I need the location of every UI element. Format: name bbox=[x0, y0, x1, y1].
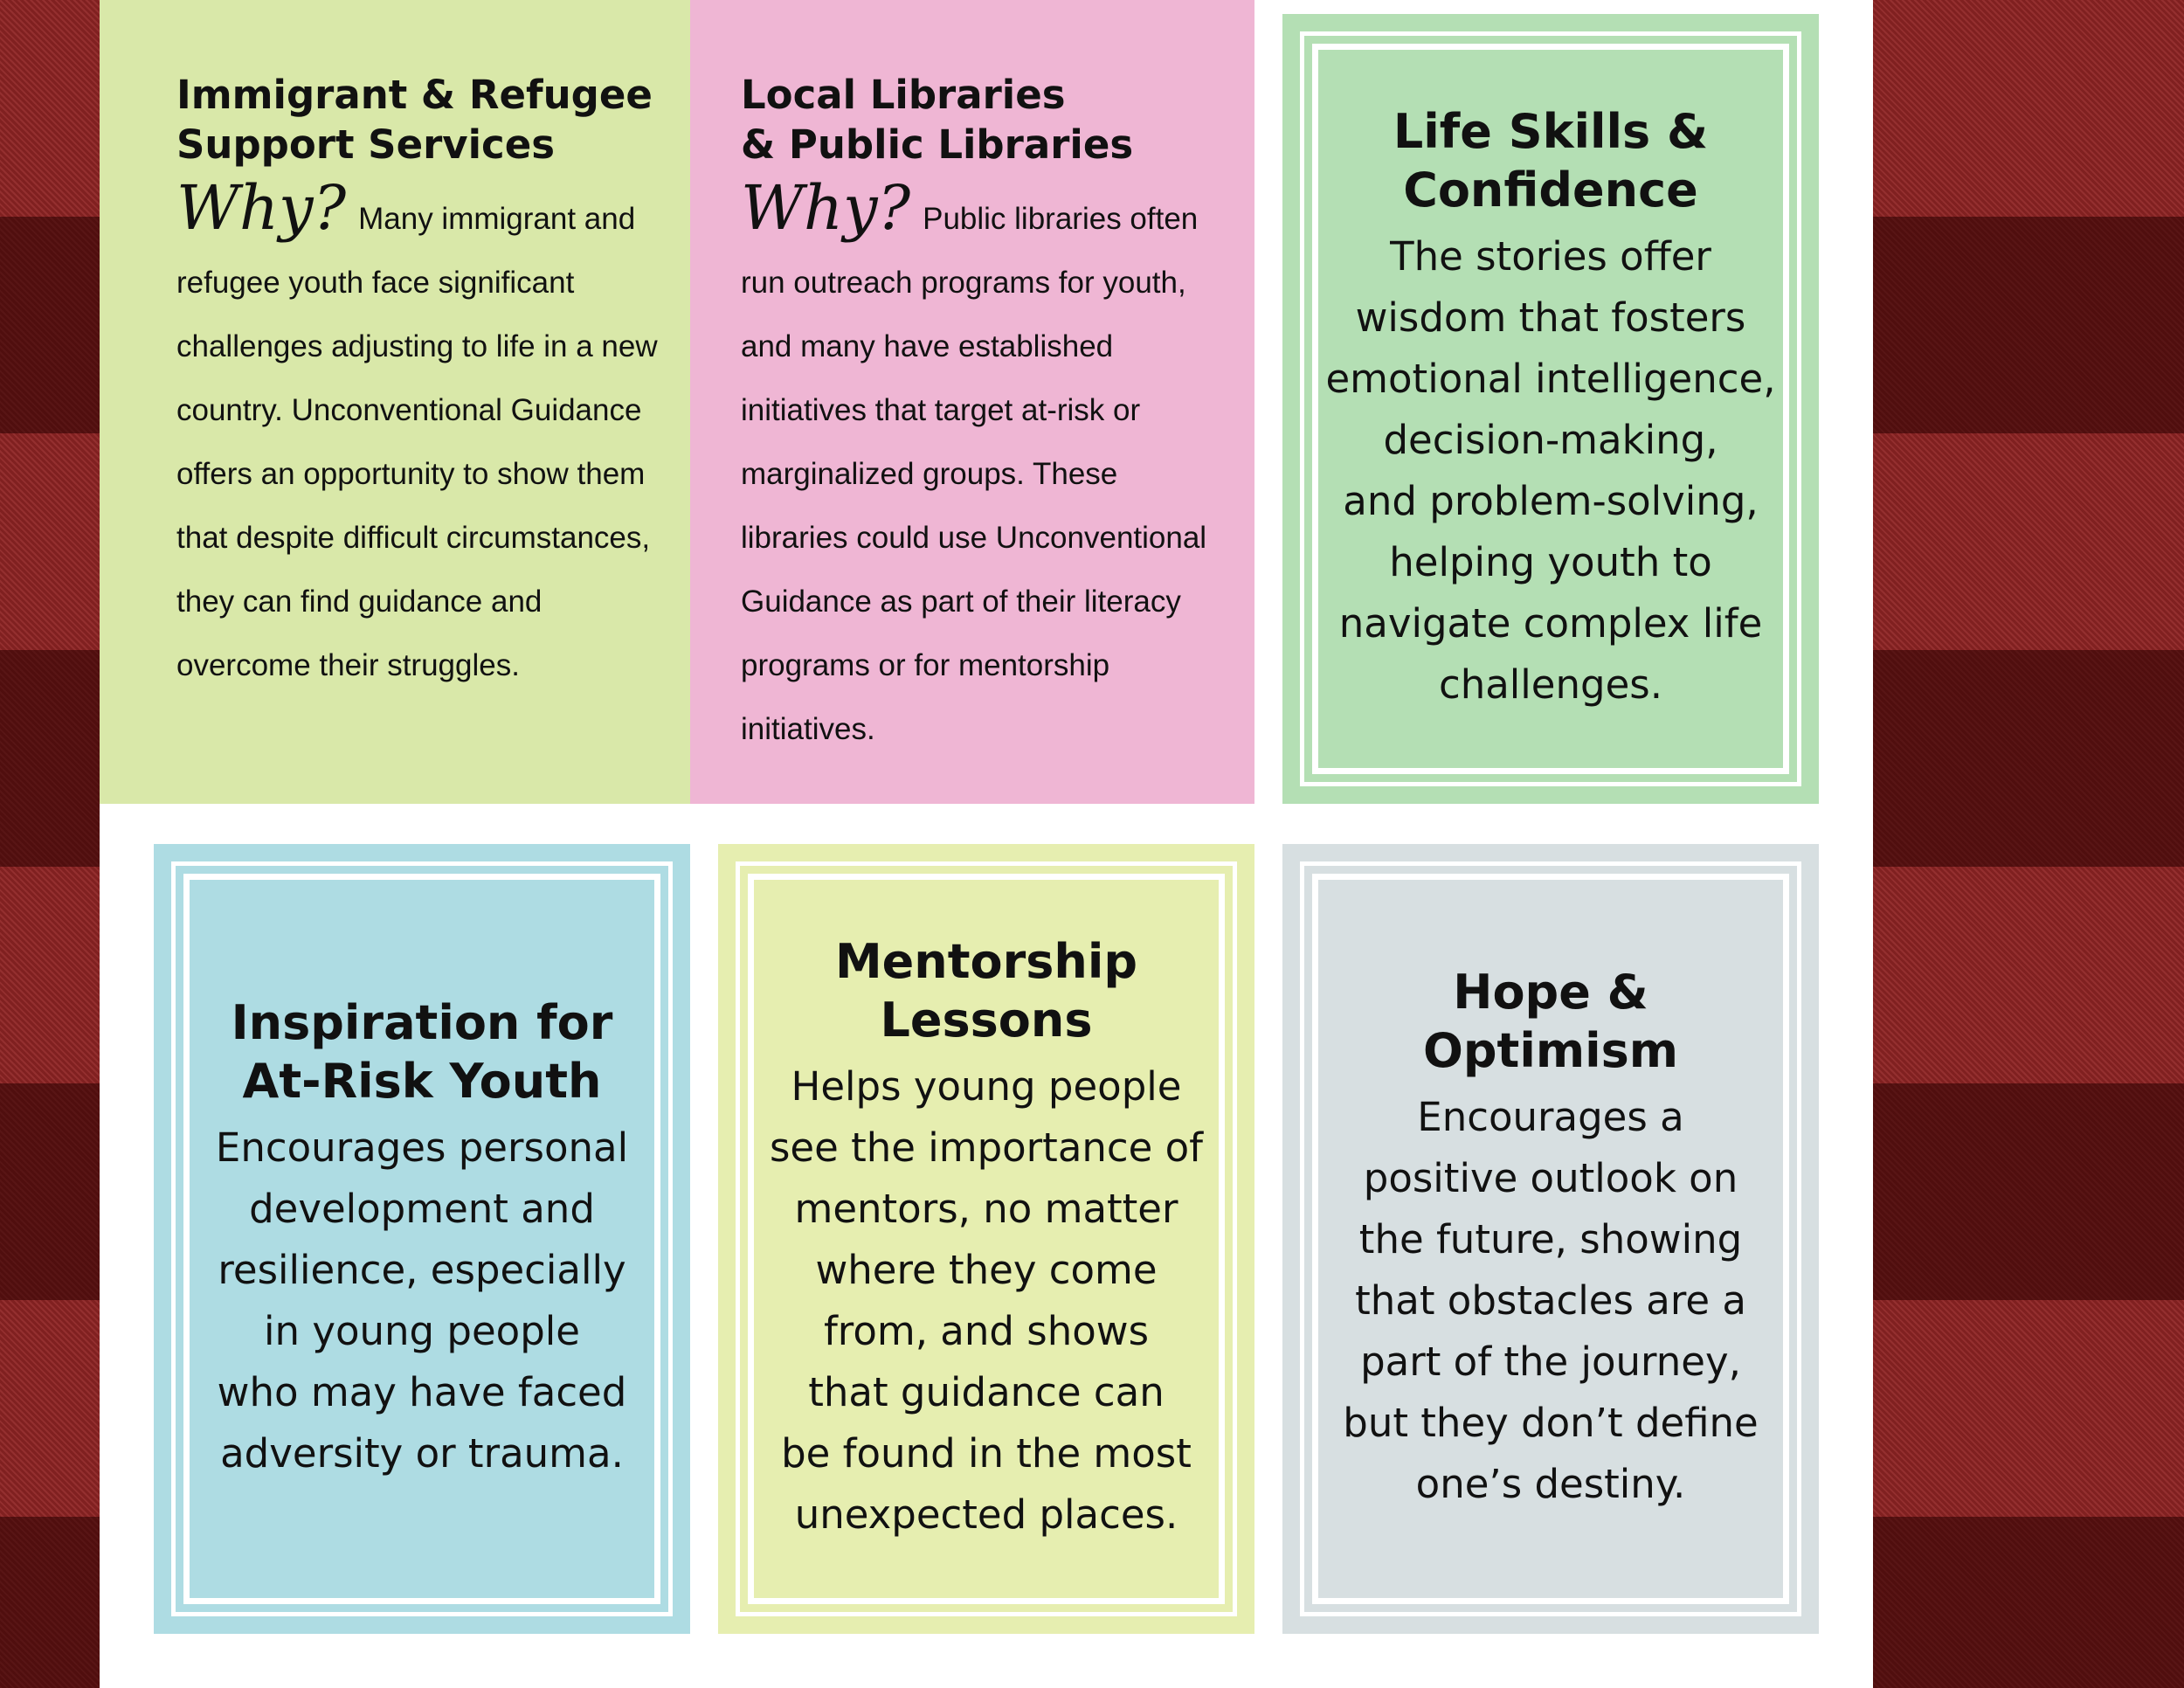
panel-body: Encourages a positive outlook on the future, showing that obstacles are a part of the journey, but they don’t define one’s destiny. bbox=[1343, 1094, 1759, 1507]
local-libraries-panel bbox=[690, 0, 1254, 804]
panel-content bbox=[1317, 14, 1784, 804]
page-sheet bbox=[100, 0, 1873, 1688]
panel-body: The stories offer wisdom that fosters emotional intelligence, decision-making, and problem-solving, helping youth to navigate complex life challenges. bbox=[1325, 233, 1776, 708]
why-script-label: Why? bbox=[176, 172, 347, 244]
panel-title: Local Libraries & Public Libraries bbox=[741, 72, 1134, 168]
panel-body-text: Many immigrant and refugee youth face significant challenges adjusting to life in a new country. Unconventional Guidance offers an opportunity to show them that despite difficult circumstances, they can find guidance and overcome their struggles. bbox=[176, 202, 658, 682]
panel-title: Immigrant & Refugee Support Services bbox=[176, 72, 653, 168]
panel-body bbox=[741, 172, 1228, 761]
panel-title: Mentorship Lessons bbox=[834, 934, 1138, 1048]
panel-title: Hope & Optimism bbox=[1422, 965, 1679, 1078]
panel-title: Life Skills & Confidence bbox=[1393, 104, 1709, 218]
panel-body bbox=[176, 172, 664, 697]
mentorship-panel bbox=[718, 844, 1254, 1634]
panel-body: Helps young people see the importance of mentors, no matter where they come from, and shows that guidance can be found in the most unexpected places. bbox=[769, 1063, 1204, 1538]
panel-content bbox=[1317, 844, 1784, 1634]
panel-content bbox=[753, 844, 1220, 1634]
life-skills-panel bbox=[1282, 14, 1819, 804]
hope-optimism-panel bbox=[1282, 844, 1819, 1634]
inspiration-panel bbox=[154, 844, 690, 1634]
panel-content bbox=[189, 844, 655, 1634]
panel-body-text: Public libraries often run outreach programs for youth, and many have established initiatives that target at-risk or marginalized groups. These libraries could use Unconventional Guidance as part of their literacy programs or for mentorship initiatives. bbox=[741, 202, 1207, 746]
immigrant-refugee-panel bbox=[100, 0, 690, 804]
why-script-label: Why? bbox=[741, 172, 911, 244]
panel-title: Inspiration for At-Risk Youth bbox=[231, 995, 613, 1109]
panel-body: Encourages personal development and resilience, especially in young people who may have faced adversity or trauma. bbox=[215, 1124, 629, 1477]
